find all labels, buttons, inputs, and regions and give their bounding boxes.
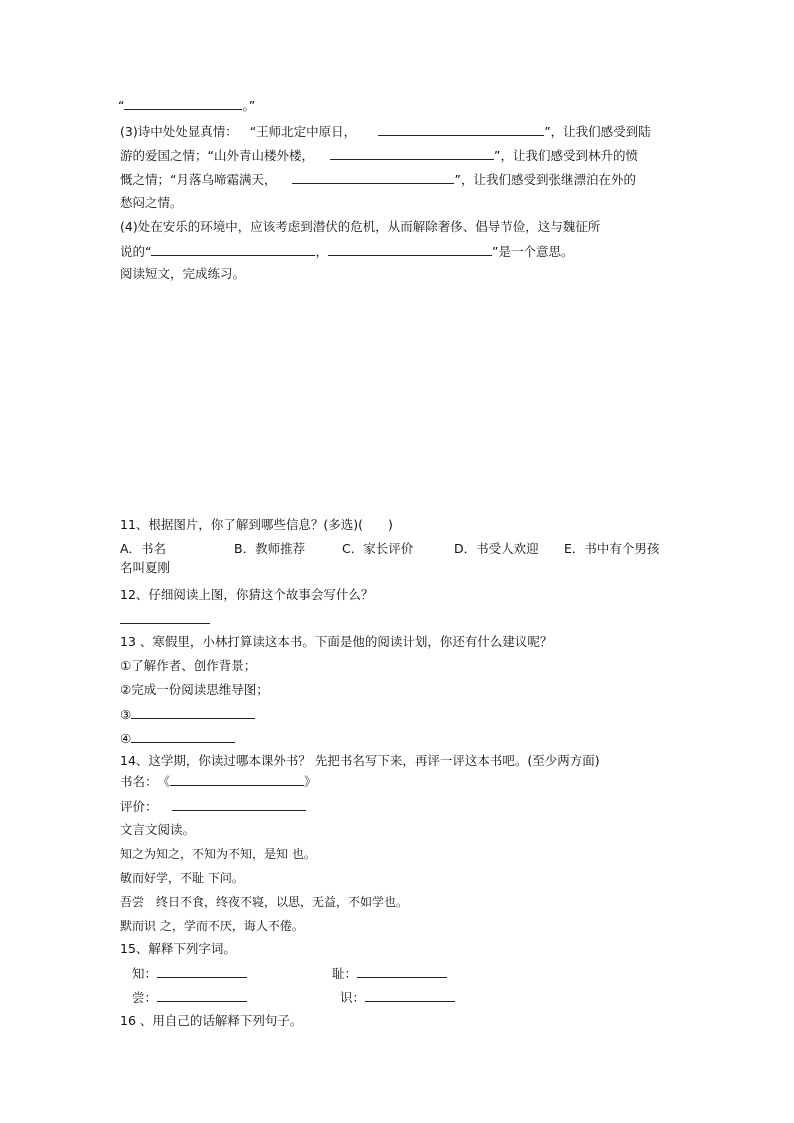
classical-line-3: 吾尝 终日不食，终夜不寝，以思，无益，不如学也。 xyxy=(120,895,409,909)
q14-book-close: 》 xyxy=(304,774,317,789)
q4-blank-1[interactable] xyxy=(151,242,315,256)
q4-line1-text: (4)处在安乐的环境中，应该考虑到潜伏的危机，从而解除奢侈、倡导节俭，这与魏征所 xyxy=(120,219,601,234)
q4-line2-text: 说的“ xyxy=(120,244,152,259)
classical-line-1: 知之为知之，不知为不知，是知 也。 xyxy=(120,847,316,861)
q11-option-c[interactable]: C．家长评价 xyxy=(342,541,414,556)
classical-line-2: 敏而好学，不耻 下问。 xyxy=(120,871,244,885)
q15-row-1 xyxy=(132,964,247,983)
q15-stem: 15、解释下列字词。 xyxy=(120,941,236,956)
q15-row-2b xyxy=(340,988,455,1007)
q3-line-4 xyxy=(120,194,183,212)
reading-intro: 阅读短文，完成练习。 xyxy=(120,266,246,281)
open-quote: “ xyxy=(118,98,125,113)
q4-blank-2[interactable] xyxy=(328,242,492,256)
q13-item-4 xyxy=(120,729,235,748)
q16-stem: 16 、用自己的话解释下列句子。 xyxy=(120,1013,303,1028)
q14-book-line xyxy=(120,772,317,791)
q13-item-3 xyxy=(120,705,255,724)
q15-blank-2[interactable] xyxy=(357,964,447,978)
q13-stem: 13 、寒假里，小林打算读这本书。下面是他的阅读计划，你还有什么建议呢？ xyxy=(120,634,553,649)
q15-word-1: 知： xyxy=(132,966,158,981)
q14-review-label: 评价： xyxy=(120,799,158,814)
q3-label: (3)诗中处处显真情： xyxy=(120,124,238,139)
q4-line-2 xyxy=(120,242,573,261)
q13-blank-4[interactable] xyxy=(131,729,235,743)
q13-item-1: ①了解作者、创作背景； xyxy=(120,658,257,673)
q15-blank-4[interactable] xyxy=(365,988,455,1002)
q3-quote1: “王师北定中原日， xyxy=(249,124,357,139)
q11-option-a[interactable]: A．书名 xyxy=(120,541,167,556)
q11-option-d[interactable]: D．书受人欢迎 xyxy=(454,541,539,556)
q3-after1: ”，让我们感受到陆 xyxy=(544,124,651,139)
q3-after2: ”，让我们感受到林升的愤 xyxy=(493,148,638,163)
q15-row-2 xyxy=(132,988,247,1007)
q14-book-label: 书名： 《 xyxy=(120,774,171,789)
q3-blank-3[interactable] xyxy=(292,170,454,184)
q3-blank-2[interactable] xyxy=(330,146,494,160)
q12-stem: 12、仔细阅读上图，你猜这个故事会写什么？ xyxy=(120,587,374,602)
q15-blank-1[interactable] xyxy=(157,964,247,978)
q15-blank-3[interactable] xyxy=(157,988,247,1002)
q15-word-4: 识： xyxy=(340,990,366,1005)
q4-comma: ， xyxy=(315,244,328,259)
q13-item-2: ②完成一份阅读思维导图； xyxy=(120,682,269,697)
q3-line3-text: 慨之情；“月落乌啼霜满天， xyxy=(120,172,277,187)
q4-line-1 xyxy=(120,218,600,236)
top-quote-line xyxy=(118,96,255,115)
q14-review-blank[interactable] xyxy=(172,797,306,811)
q15-word-3: 尝： xyxy=(132,990,158,1005)
q14-book-blank[interactable] xyxy=(170,772,304,786)
q11-option-e[interactable]: E．书中有个男孩 xyxy=(564,541,660,556)
q13-item4-mark: ④ xyxy=(120,731,132,746)
q3-line4-text: 愁闷之情。 xyxy=(120,195,183,210)
q13-item3-mark: ③ xyxy=(120,707,132,722)
q11-option-e-cont: 名叫夏刚 xyxy=(120,560,171,575)
q14-review-line xyxy=(120,797,306,816)
q3-line-3 xyxy=(120,170,636,189)
q15-row-1b xyxy=(332,964,447,983)
q3-line2-text: 游的爱国之情；“山外青山楼外楼， xyxy=(120,148,314,163)
q4-line2-end: ”是一个意思。 xyxy=(492,244,574,259)
q14-stem: 14、这学期，你读过哪本课外书？ 先把书名写下来，再评一评这本书吧。(至少两方面) xyxy=(120,753,600,768)
q3-after3: ”，让我们感受到张继漂泊在外的 xyxy=(454,172,636,187)
answer-blank[interactable] xyxy=(124,96,242,110)
q3-blank-1[interactable] xyxy=(378,122,544,136)
q3-line-2 xyxy=(120,146,638,165)
close-mark: 。” xyxy=(242,98,256,113)
classical-line-4: 默而识 之，学而不厌，诲人不倦。 xyxy=(120,919,304,933)
q13-blank-3[interactable] xyxy=(131,705,255,719)
q11-option-b[interactable]: B．教师推荐 xyxy=(234,541,306,556)
q12-answer-line[interactable] xyxy=(120,623,210,624)
classical-title: 文言文阅读。 xyxy=(120,822,196,837)
q3-line-1 xyxy=(120,122,651,141)
q11-stem: 11、根据图片，你了解到哪些信息？(多选)( ) xyxy=(120,517,393,532)
q15-word-2: 耻： xyxy=(332,966,358,981)
